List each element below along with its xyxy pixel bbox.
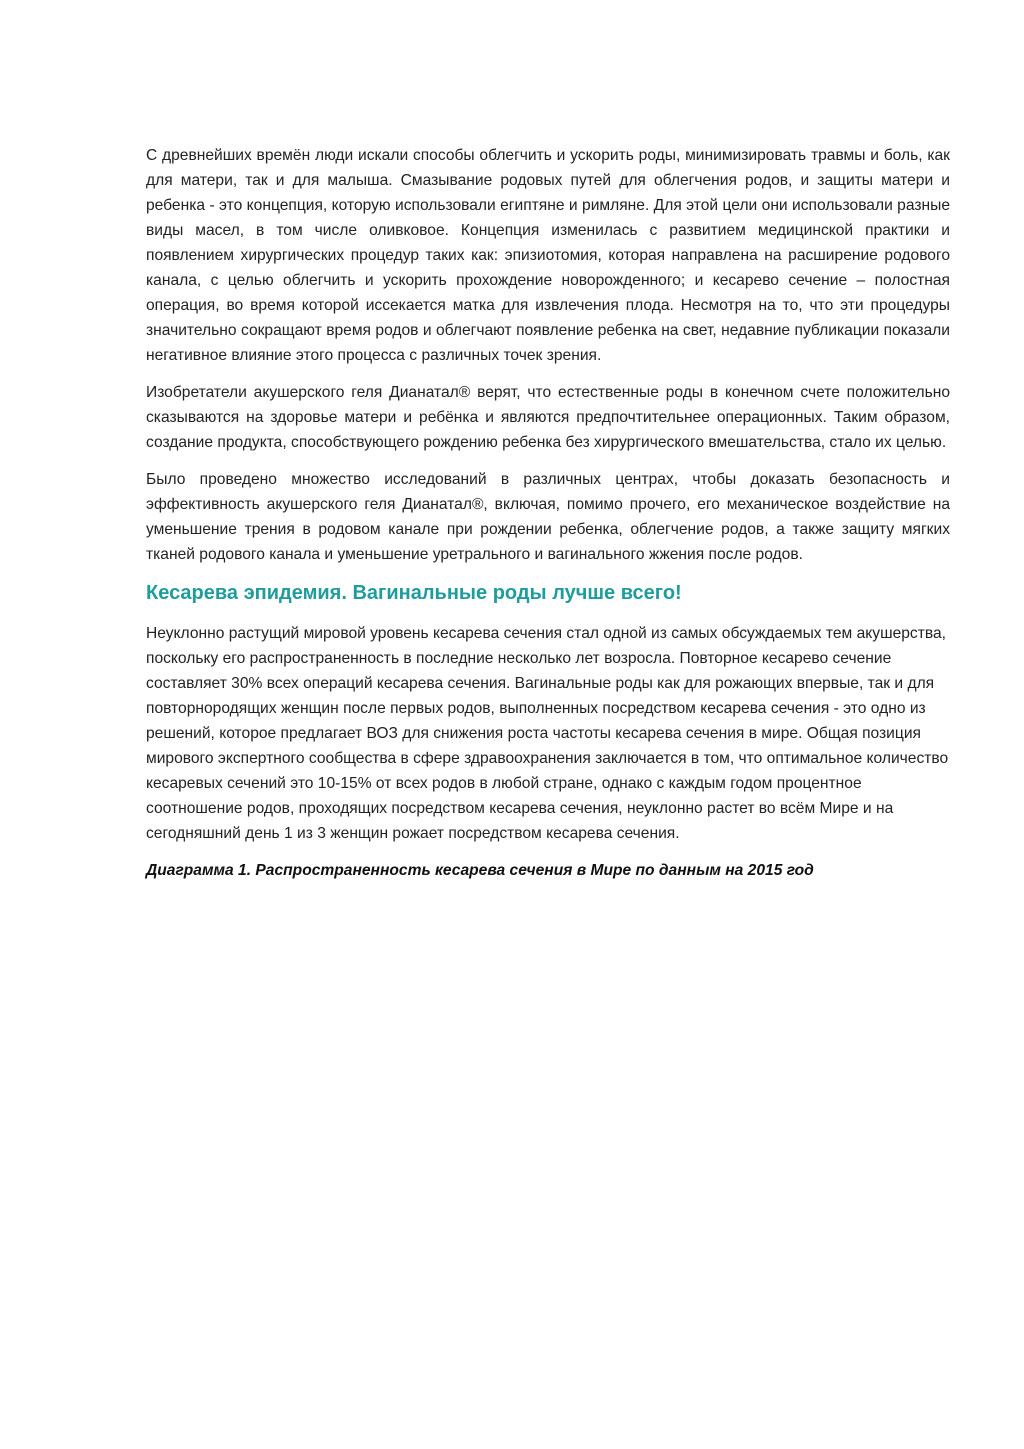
document-page [146, 143, 950, 883]
studies-paragraph: Было проведено множество исследований в различных центрах, чтобы доказать безопасность и эффективность акушерского геля Дианатал®, включая, помимо прочего, его механическое воздействие на уменьшение трения в родовом канале при рождении ребенка, облегчение родов, а также защиту мягких тканей родового канала и уменьшение уретрального и вагинального жжения после родов. [146, 471, 950, 563]
diagram-caption: Диаграмма 1. Распространенность кесарева сечения в Мире по данным на 2015 год [146, 862, 814, 879]
inventors-paragraph: Изобретатели акушерского геля Дианатал® верят, что естественные роды в конечном счете положительно сказываются на здоровье матери и ребёнка и являются предпочтительнее операционных. Таким образом, создание продукта, способствующего рождению ребенка без хирургического вмешательства, стало их целью. [146, 384, 950, 451]
cesarean-paragraph: Неуклонно растущий мировой уровень кесарева сечения стал одной из самых обсуждаемых тем акушерства, поскольку его распространенность в последние несколько лет возросла. Повторное кесарево сечение составляет 30% всех операций кесарева сечения. Вагинальные роды как для рожающих впервые, так и для повторнородящих женщин после первых родов, выполненных посредством кесарева сечения - это одно из решений, которое предлагает ВОЗ для снижения роста частоты кесарева сечения в мире. Общая позиция мирового экспертного сообщества в сфере здравоохранения заключается в том, что оптимальное количество кесаревых сечений это 10-15% от всех родов в любой стране, однако с каждым годом процентное соотношение родов, проходящих посредством кесарева сечения, неуклонно растет во всём Мире и на сегодняшний день 1 из 3 женщин рожает посредством кесарева сечения. [146, 625, 949, 842]
intro-paragraph: С древнейших времён люди искали способы облегчить и ускорить роды, минимизировать травмы и боль, как для матери, так и для малыша. Смазывание родовых путей для облегчения родов, и защиты матери и ребенка - это концепция, которую использовали египтяне и римляне. Для этой цели они использовали разные виды масел, в том числе оливковое. Концепция изменилась с развитием медицинской практики и появлением хирургических процедур таких как: эпизиотомия, которая направлена на расширение родового канала, с целью облегчить и ускорить прохождение новорожденного; и кесарево сечение – полостная операция, во время которой иссекается матка для извлечения плода. Несмотря на то, что эти процедуры значительно сокращают время родов и облегчают появление ребенка на свет, недавние публикации показали негативное влияние этого процесса с различных точек зрения. [146, 147, 950, 364]
section-heading: Кесарева эпидемия. Вагинальные роды лучше всего! [146, 582, 682, 604]
